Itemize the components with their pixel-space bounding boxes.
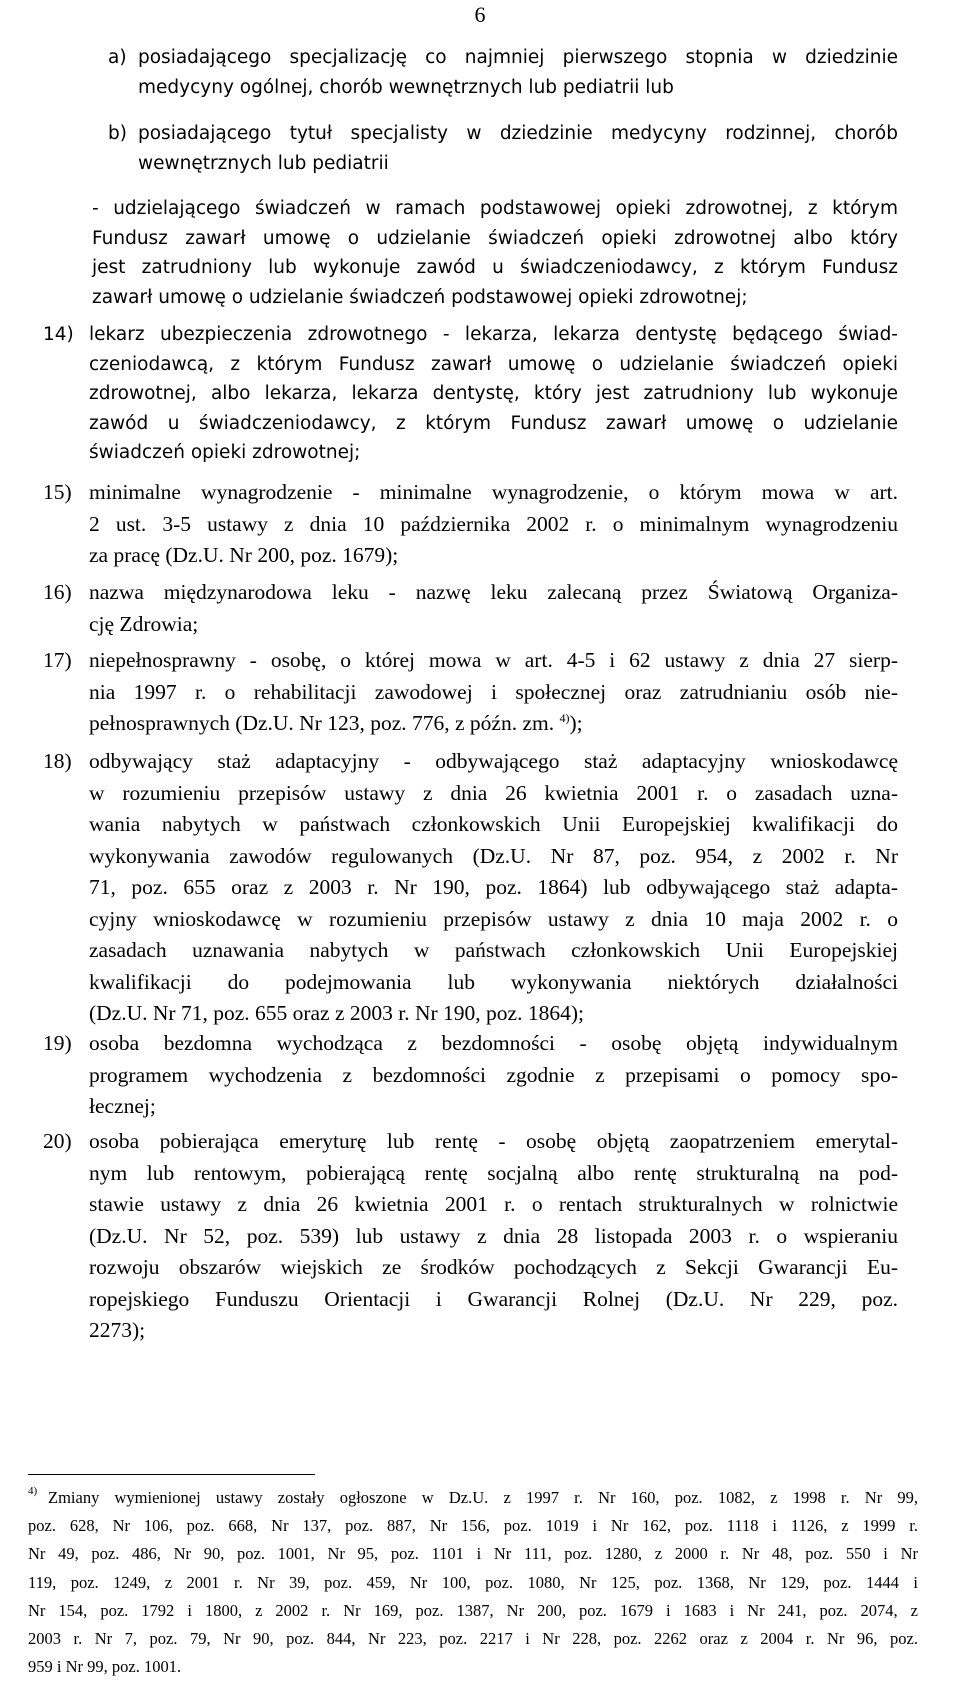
text-fragment: ); — [569, 711, 583, 735]
footnote-line: Nr 49, poz. 486, Nr 90, poz. 1001, Nr 95, poz. 1101 i Nr 111, poz. 1280, z 2000 r. Nr 48, poz. 550 i Nr — [28, 1544, 918, 1564]
text-line: (Dz.U. Nr 52, poz. 539) lub ustawy z dnia 28 listopada 2003 r. o wspieraniu — [89, 1223, 898, 1248]
definition-item-18 — [43, 746, 898, 1030]
text-line: nia 1997 r. o rehabilitacji zawodowej i społecznej oraz zatrudnianiu osób nie- — [89, 679, 898, 704]
text-line: - udzielającego świadczeń w ramach podstawowej opieki zdrowotnej, z którym — [92, 198, 898, 219]
text-line: posiadającego tytuł specjalisty w dziedzinie medycyny rodzinnej, chorób — [138, 123, 898, 144]
text-line: rozwoju obszarów wiejskich ze środków pochodzących z Sekcji Gwarancji Eu- — [89, 1255, 898, 1279]
text-line: jest zatrudniony lub wykonuje zawód u świadczeniodawcy, z którym Fundusz — [92, 257, 898, 278]
text-line: lekarz ubezpieczenia zdrowotnego - lekarza, lekarza dentystę będącego świad- — [89, 324, 898, 345]
item-number: 14) — [43, 324, 74, 345]
text-line: cyjny wnioskodawcę w rozumieniu przepisów ustawy z dnia 10 maja 2002 r. o — [89, 906, 898, 931]
text-line: kwalifikacji do podejmowania lub wykonywania niektórych działalności — [89, 969, 898, 994]
item-number: 17) — [43, 648, 72, 672]
text-line: stawie ustawy z dnia 26 kwietnia 2001 r. o rentach strukturalnych w rolnictwie — [89, 1192, 898, 1216]
dash-paragraph — [92, 194, 898, 312]
definition-item-17 — [43, 645, 898, 740]
list-item-b — [108, 119, 898, 178]
text-line: zdrowotnej, albo lekarza, lekarza dentystę, który jest zatrudniony lub wykonuje — [89, 383, 898, 404]
text-line: 2 ust. 3-5 ustawy z dnia 10 października 2002 r. o minimalnym wynagrodzeniu — [89, 511, 898, 536]
item-number: 19) — [43, 1031, 72, 1055]
text-line: czeniodawcą, z którym Fundusz zawarł umowę o udzielanie świadczeń opieki — [89, 353, 898, 375]
list-item-a — [108, 43, 898, 102]
text-line: nym lub rentowym, pobierającą rentę socjalną albo rentę strukturalną na pod- — [89, 1160, 898, 1185]
definition-item-15 — [43, 477, 898, 572]
text-line: wykonywania zawodów regulowanych (Dz.U. Nr 87, poz. 954, z 2002 r. Nr — [89, 843, 898, 868]
definition-item-20 — [43, 1126, 898, 1347]
text-line: łecznej; — [89, 1094, 156, 1118]
text-line: zawarł umowę o udzielanie świadczeń podstawowej opieki zdrowotnej; — [92, 286, 748, 308]
text-line: 2273); — [89, 1318, 146, 1342]
item-number: 18) — [43, 749, 72, 773]
definition-item-19 — [43, 1028, 898, 1123]
item-label: a) — [108, 47, 127, 68]
text-line: wewnętrznych lub pediatrii — [138, 152, 389, 174]
text-line: ropejskiego Funduszu Orientacji i Gwarancji Rolnej (Dz.U. Nr 229, poz. — [89, 1286, 898, 1311]
text-line — [89, 708, 898, 740]
footnote-line: Zmiany wymienionej ustawy zostały ogłoszone w Dz.U. z 1997 r. Nr 160, poz. 1082, z 1998 r. Nr 99, — [48, 1488, 918, 1507]
footnote-line: poz. 628, Nr 106, poz. 668, Nr 137, poz. 887, Nr 156, poz. 1019 i Nr 162, poz. 1118 i 1126, z 1999 r. — [28, 1516, 918, 1536]
text-line: cję Zdrowia; — [89, 611, 199, 636]
text-line: niepełnosprawny - osobę, o której mowa w art. 4-5 i 62 ustawy z dnia 27 sierp- — [89, 648, 898, 672]
text-line: (Dz.U. Nr 71, poz. 655 oraz z 2003 r. Nr 190, poz. 1864); — [89, 1001, 584, 1025]
text-line: programem wychodzenia z bezdomności zgodnie z przepisami o pomocy spo- — [89, 1062, 898, 1087]
text-fragment: pełnosprawnych (Dz.U. Nr 123, poz. 776, z późn. zm. — [89, 711, 555, 735]
text-line: świadczeń opieki zdrowotnej; — [89, 442, 361, 463]
text-line: osoba bezdomna wychodząca z bezdomności - osobę objętą indywidualnym — [89, 1031, 898, 1055]
footnote-line: 959 i Nr 99, poz. 1001. — [28, 1657, 182, 1677]
text-line: zasadach uznawania nabytych w państwach członkowskich Unii Europejskiej — [89, 938, 898, 962]
definition-item-16 — [43, 577, 898, 640]
footnote-line: 2003 r. Nr 7, poz. 79, Nr 90, poz. 844, Nr 223, poz. 2217 i Nr 228, poz. 2262 oraz z 2004 r. Nr 96, poz. — [28, 1629, 918, 1649]
item-label: b) — [108, 123, 127, 144]
footnote-line: Nr 154, poz. 1792 i 1800, z 2002 r. Nr 169, poz. 1387, Nr 200, poz. 1679 i 1683 i Nr 241, poz. 2074, z — [28, 1600, 918, 1620]
text-line: osoba pobierająca emeryturę lub rentę - osobę objętą zaopatrzeniem emerytal- — [89, 1129, 898, 1153]
text-line: 71, poz. 655 oraz z 2003 r. Nr 190, poz. 1864) lub odbywającego staż adapta- — [89, 875, 898, 899]
text-line: Fundusz zawarł umowę o udzielanie świadczeń opieki zdrowotnej albo który — [92, 227, 898, 249]
text-line: minimalne wynagrodzenie - minimalne wynagrodzenie, o którym mowa w art. — [89, 480, 898, 504]
footnote — [28, 1484, 918, 1681]
item-number: 20) — [43, 1129, 72, 1153]
text-line: zawód u świadczeniodawcy, z którym Fundusz zawarł umowę o udzielanie — [89, 412, 898, 434]
footnote-separator — [28, 1474, 315, 1475]
text-line: w rozumieniu przepisów ustawy z dnia 26 kwietnia 2001 r. o zasadach uzna- — [89, 780, 898, 805]
text-line: nazwa międzynarodowa leku - nazwę leku zalecaną przez Światową Organiza- — [89, 580, 898, 604]
text-line: za pracę (Dz.U. Nr 200, poz. 1679); — [89, 543, 399, 567]
footnote-line: 119, poz. 1249, z 2001 r. Nr 39, poz. 459, Nr 100, poz. 1080, Nr 125, poz. 1368, Nr 129, poz. 1444 i — [28, 1572, 918, 1592]
text-line: posiadającego specjalizację co najmniej pierwszego stopnia w dziedzinie — [138, 47, 898, 68]
item-number: 16) — [43, 580, 72, 604]
footnote-mark: 4) — [28, 1485, 38, 1497]
footnote-reference: 4) — [559, 711, 570, 725]
definition-item-14 — [43, 320, 898, 468]
text-line: medycyny ogólnej, chorób wewnętrznych lub pediatrii lub — [138, 76, 674, 98]
page-number: 6 — [474, 2, 486, 27]
text-line: odbywający staż adaptacyjny - odbywającego staż adaptacyjny wnioskodawcę — [89, 749, 898, 773]
text-line: wania nabytych w państwach członkowskich Unii Europejskiej kwalifikacji do — [89, 812, 898, 836]
item-number: 15) — [43, 480, 72, 504]
